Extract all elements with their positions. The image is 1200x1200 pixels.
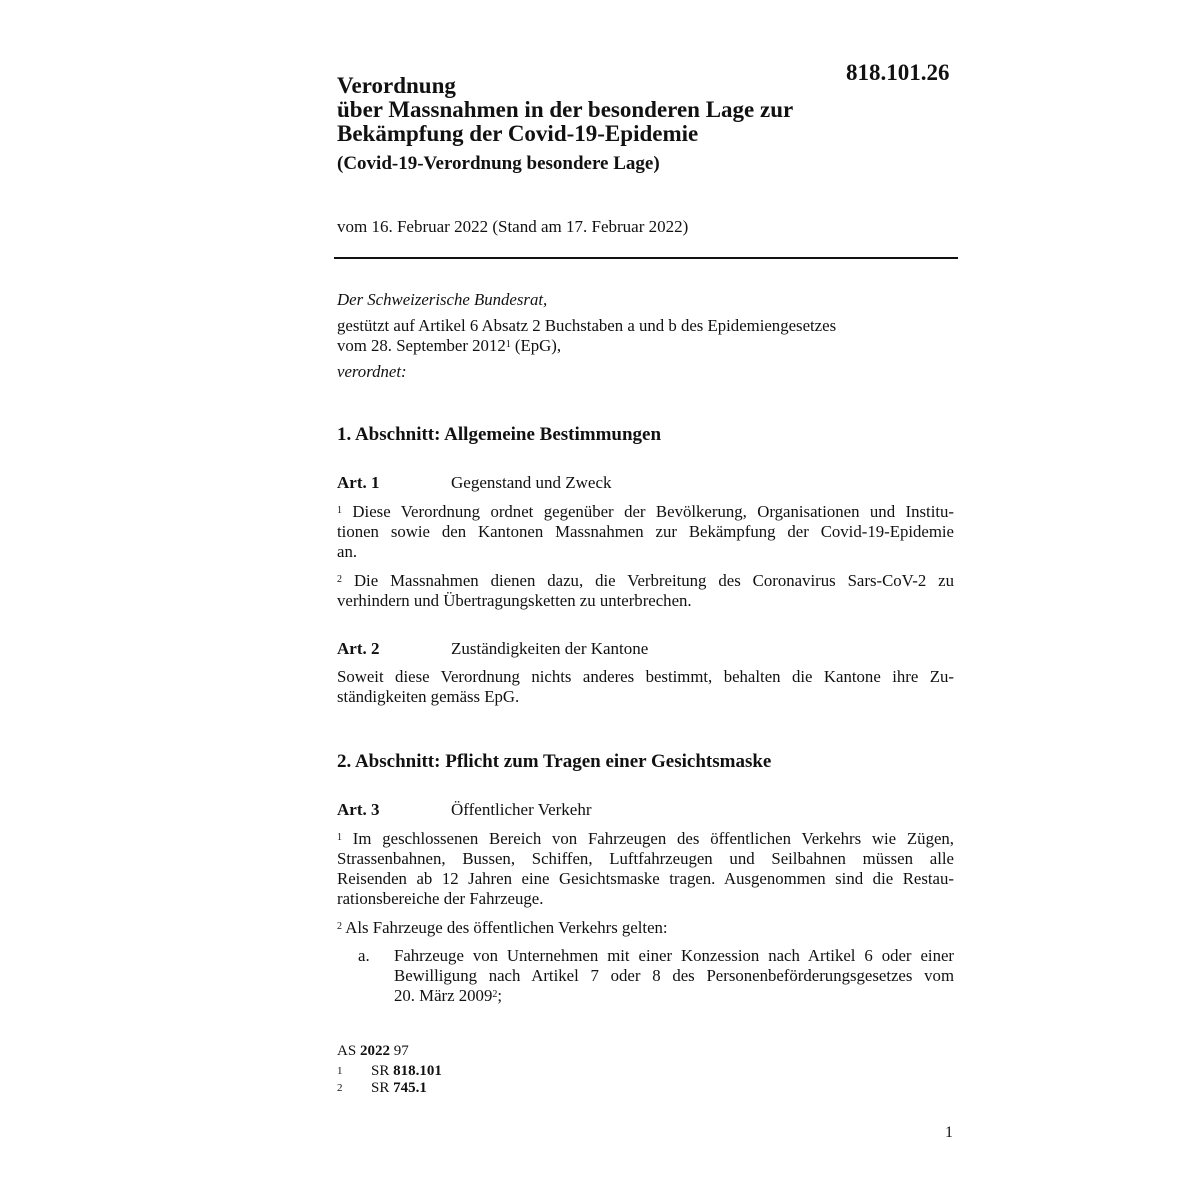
list-item-line: Bewilligung nach Artikel 7 oder 8 des Personenbeförderungsgesetzes vom — [394, 966, 954, 985]
paragraph-line: tionen sowie den Kantonen Massnahmen zur Bekämpfung der Covid-19-Epidemie — [337, 522, 954, 541]
preamble-decree: verordnet: — [337, 362, 407, 381]
footnote-ref[interactable]: 1 — [505, 339, 511, 350]
list-letter: a. — [358, 946, 370, 965]
article-title: Gegenstand und Zweck — [451, 473, 612, 492]
footnote-ref-number[interactable]: 818.101 — [393, 1063, 442, 1079]
paragraph-line — [337, 571, 954, 591]
paragraph-number: 2 — [337, 574, 342, 585]
article-title: Zuständigkeiten der Kantone — [451, 639, 649, 658]
article-number: Art. 2 — [337, 639, 380, 658]
list-item-text: 20. März 2009 — [394, 986, 493, 1005]
article-title: Öffentlicher Verkehr — [451, 800, 592, 819]
sr-number: 818.101.26 — [846, 60, 950, 85]
preamble-basis-line: gestützt auf Artikel 6 Absatz 2 Buchstaben a und b des Epidemiengesetzes — [337, 316, 837, 335]
paragraph — [337, 502, 954, 562]
article-number: Art. 3 — [337, 800, 380, 819]
section-heading: 1. Abschnitt: Allgemeine Bestimmungen — [337, 424, 662, 445]
as-year: 2022 — [359, 1043, 390, 1059]
paragraph — [337, 829, 954, 909]
paragraph — [337, 667, 954, 707]
paragraph-number: 2 — [337, 921, 342, 932]
article-heading — [337, 639, 648, 659]
footnote-number: 1 — [337, 1065, 343, 1077]
footnote-prefix: SR — [371, 1063, 394, 1079]
as-page: 97 — [389, 1043, 409, 1059]
paragraph-line: an. — [337, 542, 358, 561]
document-title — [337, 74, 897, 146]
list-item-line — [394, 986, 954, 1006]
list-item-end: ; — [497, 986, 503, 1005]
preamble-basis — [337, 316, 954, 356]
paragraph-line: Soweit diese Verordnung nichts anderes bestimmt, behalten die Kantone ihre Zu- — [337, 667, 954, 686]
paragraph-text: Im geschlossenen Bereich von Fahrzeugen des öffentlichen Verkehrs wie Zügen, — [342, 829, 954, 848]
title-divider — [334, 257, 958, 259]
paragraph-text: Diese Verordnung ordnet gegenüber der Bevölkerung, Organisationen und Institu- — [342, 502, 954, 521]
page-number: 1 — [945, 1124, 953, 1141]
as-prefix: AS — [337, 1043, 360, 1059]
footnote-number: 2 — [337, 1082, 343, 1094]
title-line: Verordnung — [337, 73, 456, 98]
title-line: über Massnahmen in der besonderen Lage zur — [337, 97, 794, 122]
preamble-authority: Der Schweizerische Bundesrat, — [337, 290, 548, 309]
paragraph — [337, 571, 954, 611]
article-heading — [337, 473, 612, 493]
paragraph-line: Strassenbahnen, Bussen, Schiffen, Luftfahrzeugen und Seilbahnen müssen alle — [337, 849, 954, 868]
paragraph-line: verhindern und Übertragungsketten zu unterbrechen. — [337, 591, 692, 610]
article-number: Art. 1 — [337, 473, 380, 492]
footnote — [337, 1080, 427, 1097]
list-item — [394, 946, 954, 1006]
preamble-basis-line — [337, 336, 954, 356]
paragraph — [337, 918, 954, 938]
date-line: vom 16. Februar 2022 (Stand am 17. Februar 2022) — [337, 217, 689, 236]
paragraph-line: ständigkeiten gemäss EpG. — [337, 687, 520, 706]
footnote-ref[interactable]: 2 — [492, 989, 498, 1000]
paragraph-line — [337, 502, 954, 522]
preamble-basis-end: (EpG), — [510, 336, 562, 355]
paragraph-line: Reisenden ab 12 Jahren eine Gesichtsmaske tragen. Ausgenommen sind die Restau- — [337, 869, 954, 888]
title-line: Bekämpfung der Covid-19-Epidemie — [337, 121, 699, 146]
paragraph-line — [337, 918, 954, 938]
footnote-ref-number[interactable]: 745.1 — [393, 1080, 427, 1096]
footnote-prefix: SR — [371, 1080, 394, 1096]
article-heading — [337, 800, 592, 820]
official-collection-ref — [337, 1043, 409, 1060]
paragraph-text: Als Fahrzeuge des öffentlichen Verkehrs gelten: — [342, 918, 668, 937]
paragraph-number: 1 — [337, 832, 342, 843]
paragraph-number: 1 — [337, 505, 342, 516]
paragraph-line: rationsbereiche der Fahrzeuge. — [337, 889, 544, 908]
preamble-basis-text: vom 28. September 2012 — [337, 336, 506, 355]
short-title: (Covid-19-Verordnung besondere Lage) — [337, 153, 660, 174]
section-heading: 2. Abschnitt: Pflicht zum Tragen einer Gesichtsmaske — [337, 751, 772, 772]
footnote — [337, 1063, 442, 1080]
list-item-line: Fahrzeuge von Unternehmen mit einer Konzession nach Artikel 6 oder einer — [394, 946, 954, 965]
paragraph-line — [337, 829, 954, 849]
paragraph-text: Die Massnahmen dienen dazu, die Verbreitung des Coronavirus Sars-CoV-2 zu — [342, 571, 954, 590]
